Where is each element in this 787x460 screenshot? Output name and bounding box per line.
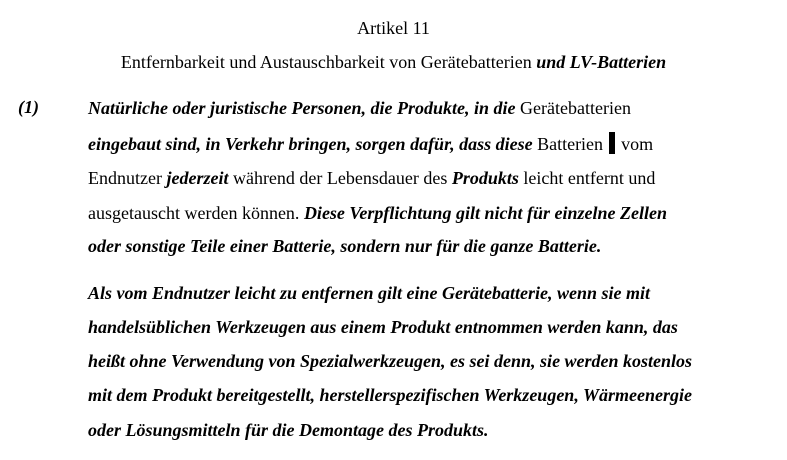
redaction-mark (609, 132, 615, 154)
line3-normal-3: leicht entfernt und (518, 168, 656, 188)
line3-normal: Endnutzer (88, 168, 167, 188)
subparagraph-line: mit dem Produkt bereitgestellt, herstellerspezifischen Werkzeugen, Wärmeenergie (88, 385, 692, 405)
line3-normal-2: während der Lebensdauer des (228, 168, 452, 188)
subparagraph-line: handelsüblichen Werkzeugen aus einem Produkt entnommen werden kann, das (88, 317, 678, 337)
line1-emphasized: Natürliche oder juristische Personen, die Produkte, in die (88, 98, 516, 118)
article-title: Artikel 11 (357, 18, 430, 38)
line2-emphasized: eingebaut sind, in Verkehr bringen, sorgen dafür, dass diese (88, 134, 533, 154)
subparagraph-line: Als vom Endnutzer leicht zu entfernen gilt eine Gerätebatterie, wenn sie mit (88, 283, 651, 303)
subparagraph-line: oder Lösungsmitteln für die Demontage des Produkts. (88, 420, 489, 440)
paragraph-line-1 (88, 97, 631, 119)
article-heading (0, 51, 787, 73)
subparagraph-line: heißt ohne Verwendung von Spezialwerkzeugen, es sei denn, sie werden kostenlos (88, 351, 693, 371)
line1-normal: Gerätebatterien (515, 98, 631, 118)
line2-normal-end: vom (621, 134, 654, 154)
paragraph-line-5: oder sonstige Teile einer Batterie, sondern nur für die ganze Batterie. (88, 236, 602, 256)
paragraph-line-3 (88, 167, 655, 189)
line3-emphasized: jederzeit (166, 168, 229, 188)
paragraph-number: (1) (18, 97, 39, 117)
line4-emphasized: Diese Verpflichtung gilt nicht für einzelne Zellen (303, 203, 667, 223)
line4-normal: ausgetauscht werden können. (88, 203, 304, 223)
line2-normal: Batterien (532, 134, 604, 154)
paragraph-line-4 (88, 202, 667, 224)
heading-emphasized-text: und LV-Batterien (536, 52, 667, 72)
line3-emphasized-2: Produkts (451, 168, 519, 188)
paragraph-line-2 (88, 132, 653, 155)
heading-normal-text: Entfernbarkeit und Austauschbarkeit von Gerätebatterien (120, 52, 537, 72)
